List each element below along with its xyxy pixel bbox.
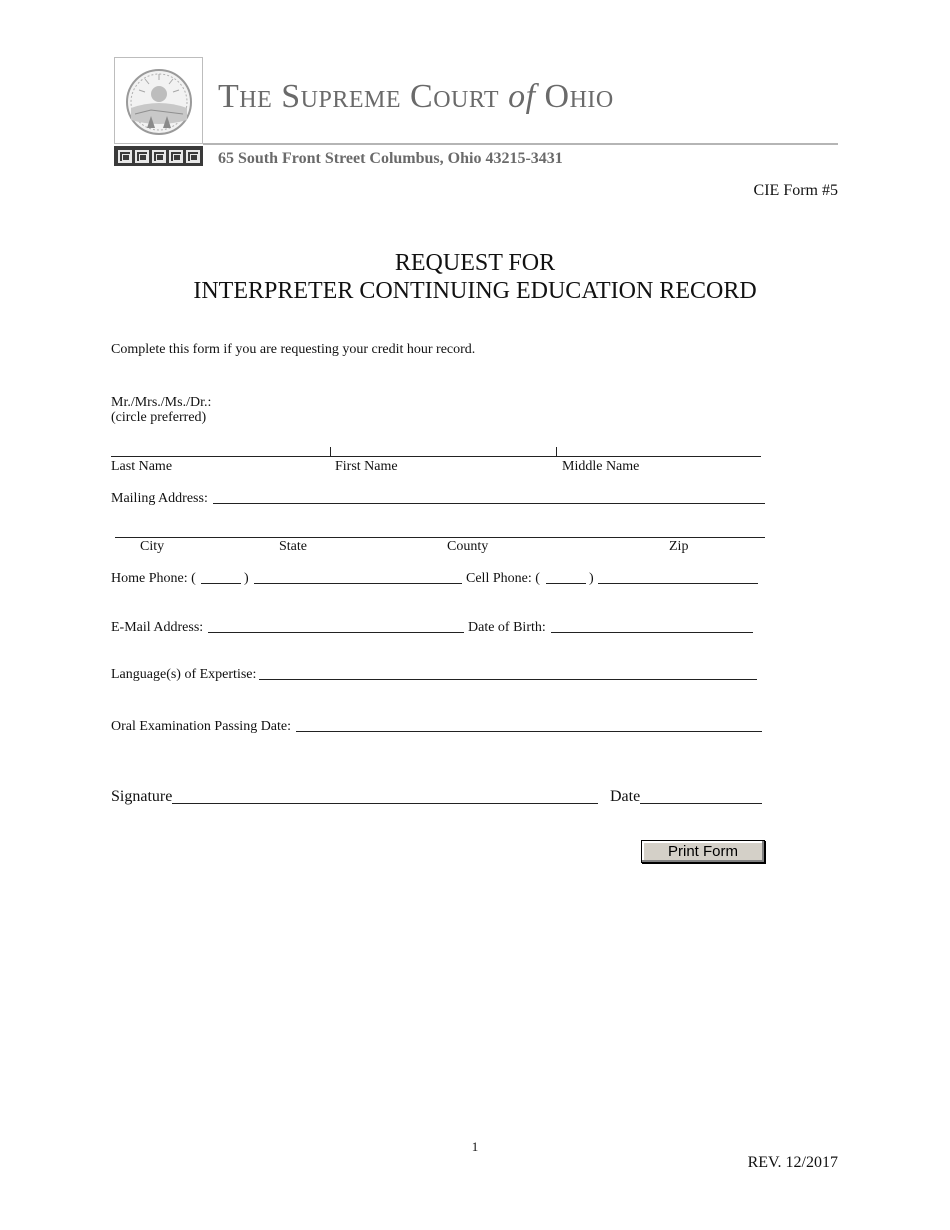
name-field-line[interactable] bbox=[111, 456, 761, 457]
name-divider bbox=[556, 447, 557, 457]
address-location-line[interactable] bbox=[115, 537, 765, 538]
form-title-line2: INTERPRETER CONTINUING EDUCATION RECORD bbox=[193, 278, 757, 304]
salutation-hint: (circle preferred) bbox=[111, 410, 207, 425]
revision-date: REV. 12/2017 bbox=[747, 1154, 838, 1171]
greek-key-strip bbox=[114, 146, 203, 166]
page-number: 1 bbox=[471, 1139, 479, 1154]
oral-exam-line[interactable] bbox=[296, 731, 762, 732]
dob-line[interactable] bbox=[551, 632, 753, 633]
greek-key-icon bbox=[186, 150, 200, 163]
zip-label: Zip bbox=[669, 539, 689, 554]
court-title bbox=[218, 78, 614, 116]
court-title-part1: The Supreme Court bbox=[218, 78, 509, 115]
court-address: 65 South Front Street Columbus, Ohio 43215-3431 bbox=[218, 150, 563, 167]
email-label: E-Mail Address: bbox=[111, 620, 204, 635]
greek-key-icon bbox=[152, 150, 166, 163]
state-seal-icon bbox=[115, 58, 202, 143]
state-label: State bbox=[279, 539, 307, 554]
mailing-address-label: Mailing Address: bbox=[111, 491, 208, 506]
mailing-address-line[interactable] bbox=[213, 503, 765, 504]
print-form-button[interactable]: Print Form bbox=[641, 840, 765, 863]
dob-label: Date of Birth: bbox=[468, 620, 546, 635]
greek-key-icon bbox=[135, 150, 149, 163]
cell-phone-area-code[interactable] bbox=[546, 583, 586, 584]
home-phone-paren: ) bbox=[244, 571, 249, 586]
date-line[interactable] bbox=[640, 803, 762, 804]
county-label: County bbox=[447, 539, 489, 554]
last-name-label: Last Name bbox=[111, 459, 173, 474]
signature-label: Signature bbox=[111, 788, 173, 805]
court-title-of: of bbox=[508, 78, 536, 115]
oral-exam-label: Oral Examination Passing Date: bbox=[111, 719, 292, 734]
email-line[interactable] bbox=[208, 632, 464, 633]
greek-key-icon bbox=[169, 150, 183, 163]
date-label: Date bbox=[610, 788, 641, 805]
form-title-line1: REQUEST FOR bbox=[394, 250, 556, 276]
cell-phone-paren: ) bbox=[589, 571, 594, 586]
middle-name-label: Middle Name bbox=[562, 459, 640, 474]
languages-line[interactable] bbox=[259, 679, 757, 680]
home-phone-number[interactable] bbox=[254, 583, 462, 584]
form-number: CIE Form #5 bbox=[753, 182, 838, 199]
signature-line[interactable] bbox=[172, 803, 598, 804]
cell-phone-number[interactable] bbox=[598, 583, 758, 584]
cell-phone-label: Cell Phone: ( bbox=[466, 571, 540, 586]
home-phone-area-code[interactable] bbox=[201, 583, 241, 584]
languages-label: Language(s) of Expertise: bbox=[111, 667, 257, 682]
instructions: Complete this form if you are requesting your credit hour record. bbox=[111, 342, 476, 357]
greek-key-icon bbox=[118, 150, 132, 163]
letterhead-rule bbox=[203, 143, 838, 145]
first-name-label: First Name bbox=[335, 459, 398, 474]
court-title-part2: Ohio bbox=[535, 78, 614, 115]
seal-box bbox=[114, 57, 203, 144]
name-divider bbox=[330, 447, 331, 457]
home-phone-label: Home Phone: ( bbox=[111, 571, 196, 586]
city-label: City bbox=[140, 539, 165, 554]
salutation-label: Mr./Mrs./Ms./Dr.: bbox=[111, 395, 212, 410]
